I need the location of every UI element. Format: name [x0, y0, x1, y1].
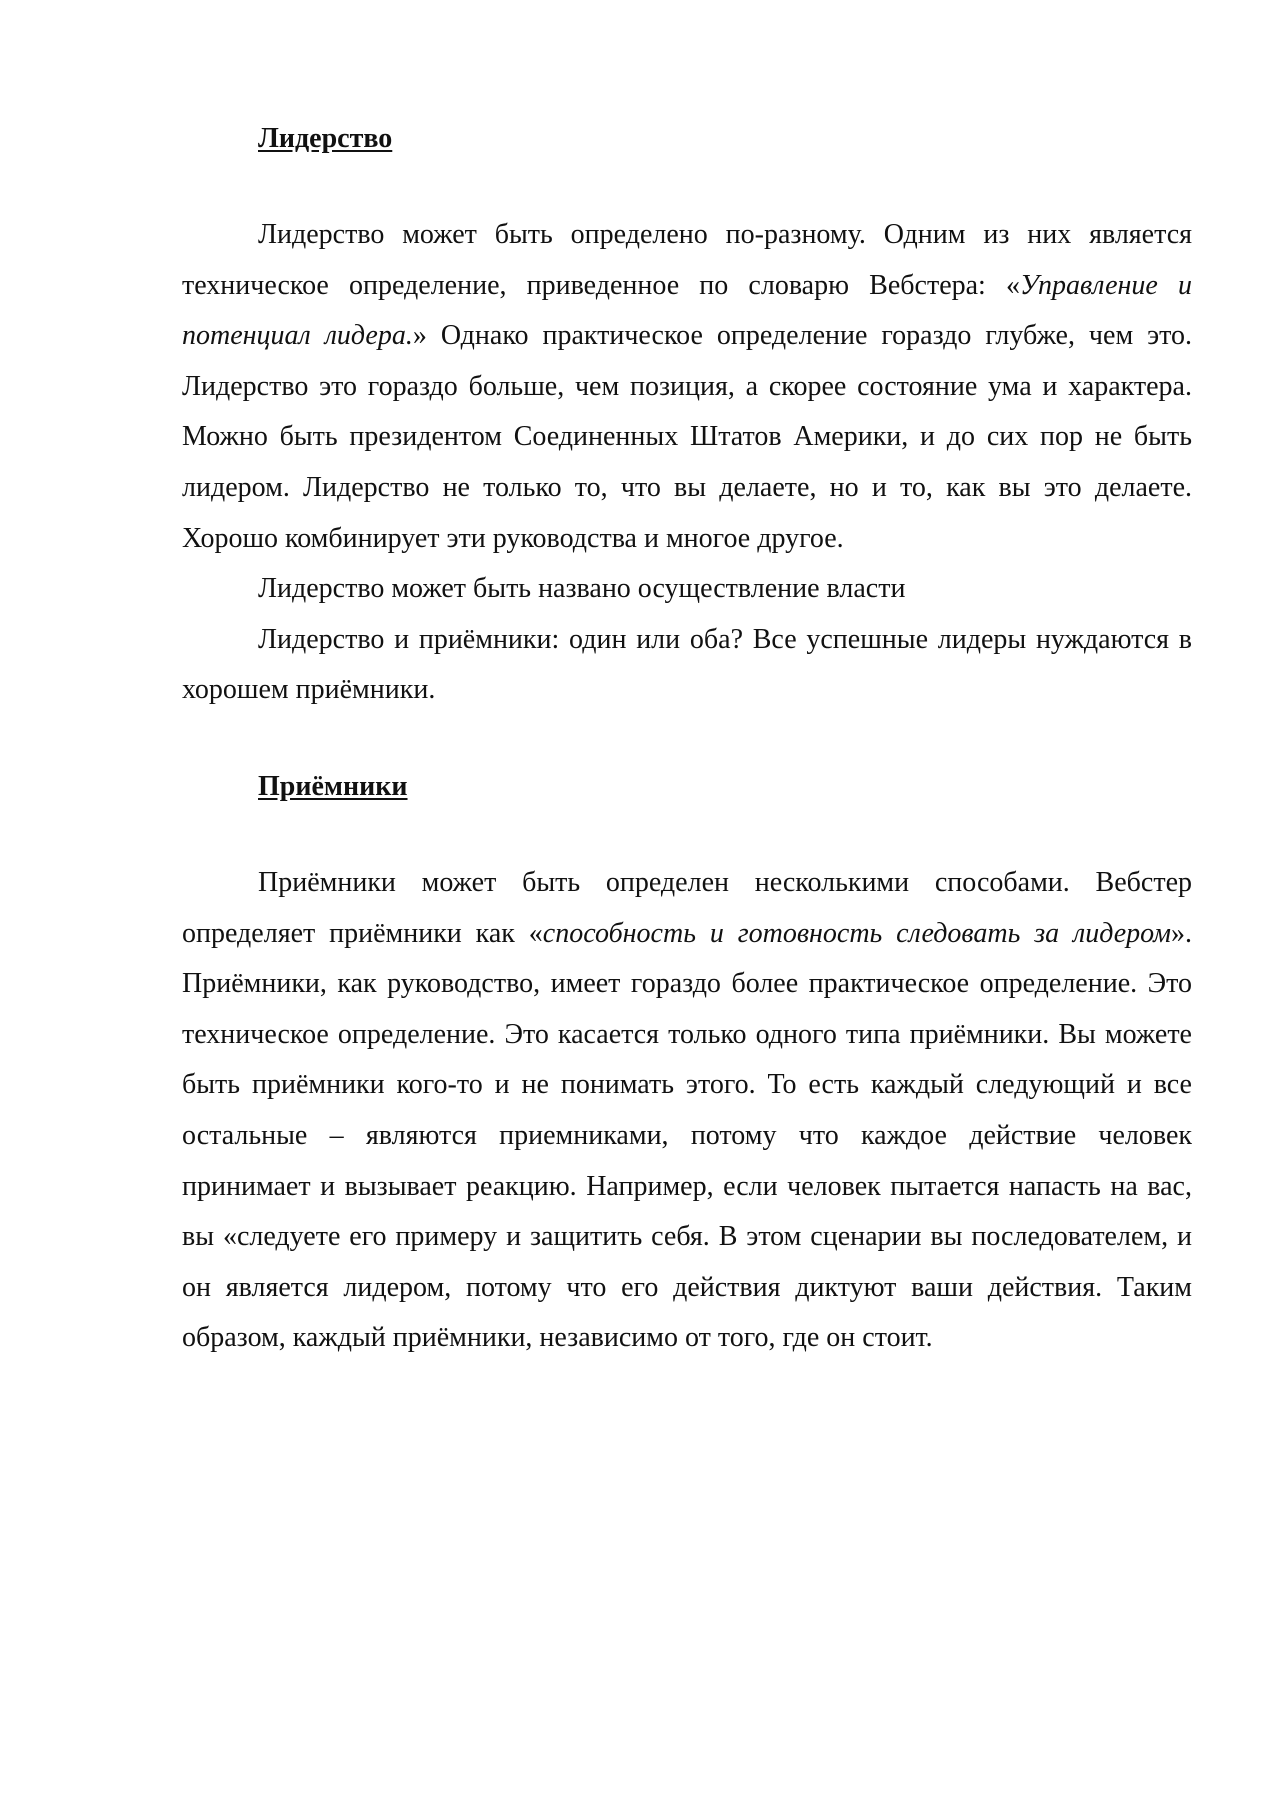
paragraph-text: ». Приёмники, как руководство, имеет гораздо более практическое определение. Это техническое определение. Это касается только одного типа приёмники. Вы можете быть приёмники кого-то и не понимать этого. То есть каждый следующий и все остальные – являются приемниками, потому что каждое действие человек принимает и вызывает реакцию. Например, если человек пытается напасть на вас, вы «следуете его примеру и защитить себя. В этом сценарии вы последователем, и он является лидером, потому что его действия диктуют ваши действия. Таким образом, каждый приёмники, независимо от того, где он стоит.	[182, 917, 1192, 1354]
paragraph-leadership-definition	[182, 210, 1192, 564]
paragraph-leadership-followers: Лидерство и приёмники: один или оба? Все успешные лидеры нуждаются в хорошем приёмники.	[182, 623, 1192, 706]
paragraph-followers-definition	[182, 858, 1192, 1364]
section-heading-leadership: Лидерство	[258, 123, 393, 154]
document-body	[182, 114, 1192, 1364]
paragraph-text: Приёмники может быть определен несколькими способами. Вебстер определяет приёмники как «	[182, 866, 1192, 949]
paragraph-text: Лидерство может быть определено по-разному. Одним из них является техническое определение, приведенное по словарю Вебстера: «	[182, 219, 1192, 301]
paragraph-leadership-power: Лидерство может быть названо осуществление власти	[258, 573, 906, 605]
italic-quote: Управление и потенциал лидера.	[182, 269, 1192, 352]
spacer	[182, 716, 1192, 762]
italic-quote: способность и готовность следовать за лидером	[542, 917, 1171, 949]
paragraph-text: » Однако практическое определение гораздо глубже, чем это. Лидерство это гораздо больше, чем позиция, а скорее состояние ума и характера. Можно быть президентом Соединенных Штатов Америки, и до сих пор не быть лидером. Лидерство не только то, что вы делаете, но и то, как вы это делаете. Хорошо комбинирует эти руководства и многое другое.	[182, 320, 1193, 554]
spacer	[182, 812, 1192, 858]
section-heading-followers: Приёмники	[258, 770, 408, 802]
spacer	[182, 164, 1192, 210]
